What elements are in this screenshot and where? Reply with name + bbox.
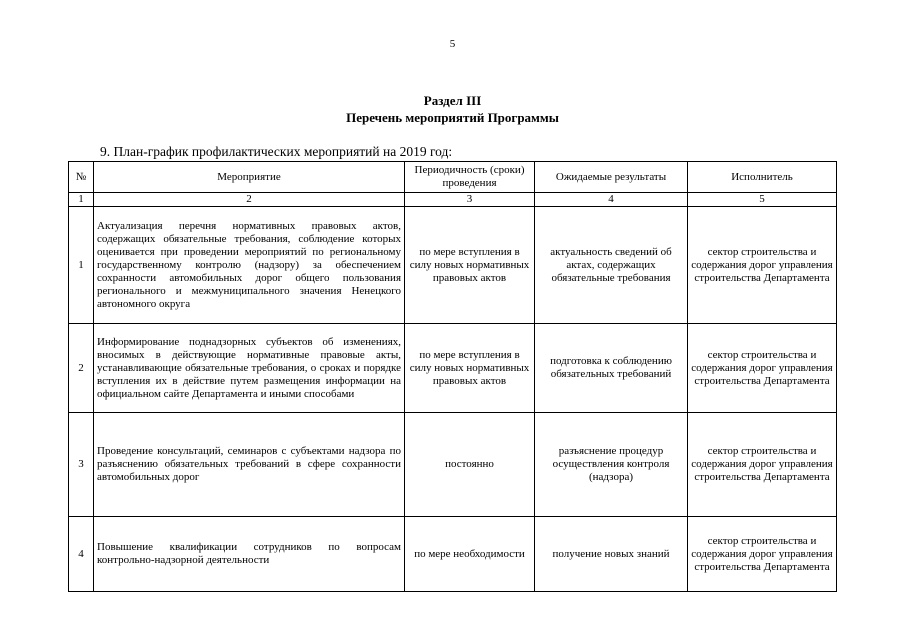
column-number: 5 [688, 193, 837, 207]
table-row [69, 517, 837, 592]
column-number: 3 [405, 193, 535, 207]
section-number: Раздел III [423, 93, 482, 108]
events-table [68, 161, 837, 592]
row-number: 2 [69, 324, 94, 413]
plan-heading: 9. План-график профилактических мероприятий на 2019 год: [100, 144, 453, 159]
header-result: Ожидаемые результаты [535, 162, 688, 193]
row-event: Актуализация перечня нормативных правовых актов, содержащих обязательные требования, соблюдение которых оценивается при проведении мероприятий по региональному государственному контролю (надзору) за обеспечением сохранности автомобильных дорог общего пользования регионального и межмуниципального значения Ненецкого автономного округа [94, 207, 405, 324]
row-executor: сектор строительства и содержания дорог управления строительства Департамента [688, 413, 837, 517]
column-number: 1 [69, 193, 94, 207]
row-executor: сектор строительства и содержания дорог управления строительства Департамента [688, 324, 837, 413]
row-period: по мере вступления в силу новых нормативных правовых актов [405, 207, 535, 324]
column-number: 4 [535, 193, 688, 207]
row-result: подготовка к соблюдению обязательных требований [535, 324, 688, 413]
header-executor: Исполнитель [688, 162, 837, 193]
row-executor: сектор строительства и содержания дорог управления строительства Департамента [688, 517, 837, 592]
section-title [0, 92, 905, 126]
table-row [69, 413, 837, 517]
row-number: 3 [69, 413, 94, 517]
row-number: 4 [69, 517, 94, 592]
row-result: разъяснение процедур осуществления контроля (надзора) [535, 413, 688, 517]
table-row [69, 207, 837, 324]
row-event: Проведение консультаций, семинаров с субъектами надзора по разъяснению обязательных требований в сфере сохранности автомобильных дорог [94, 413, 405, 517]
header-event: Мероприятие [94, 162, 405, 193]
row-period: постоянно [405, 413, 535, 517]
header-no: № [69, 162, 94, 193]
section-name: Перечень мероприятий Программы [346, 110, 559, 125]
row-number: 1 [69, 207, 94, 324]
header-period: Периодичность (сроки) проведения [405, 162, 535, 193]
table-header-row [69, 162, 837, 193]
row-result: актуальность сведений об актах, содержащих обязательные требования [535, 207, 688, 324]
row-executor: сектор строительства и содержания дорог управления строительства Департамента [688, 207, 837, 324]
row-period: по мере необходимости [405, 517, 535, 592]
row-period: по мере вступления в силу новых нормативных правовых актов [405, 324, 535, 413]
row-event: Повышение квалификации сотрудников по вопросам контрольно-надзорной деятельности [94, 517, 405, 592]
column-numbers-row [69, 193, 837, 207]
column-number: 2 [94, 193, 405, 207]
page-number: 5 [449, 38, 456, 50]
table-row [69, 324, 837, 413]
row-event: Информирование поднадзорных субъектов об изменениях, вносимых в действующие нормативные правовые акты, устанавливающие обязательные требования, о сроках и порядке вступления их в действие путем размещения информации на официальном сайте Департамента и иными способами [94, 324, 405, 413]
row-result: получение новых знаний [535, 517, 688, 592]
